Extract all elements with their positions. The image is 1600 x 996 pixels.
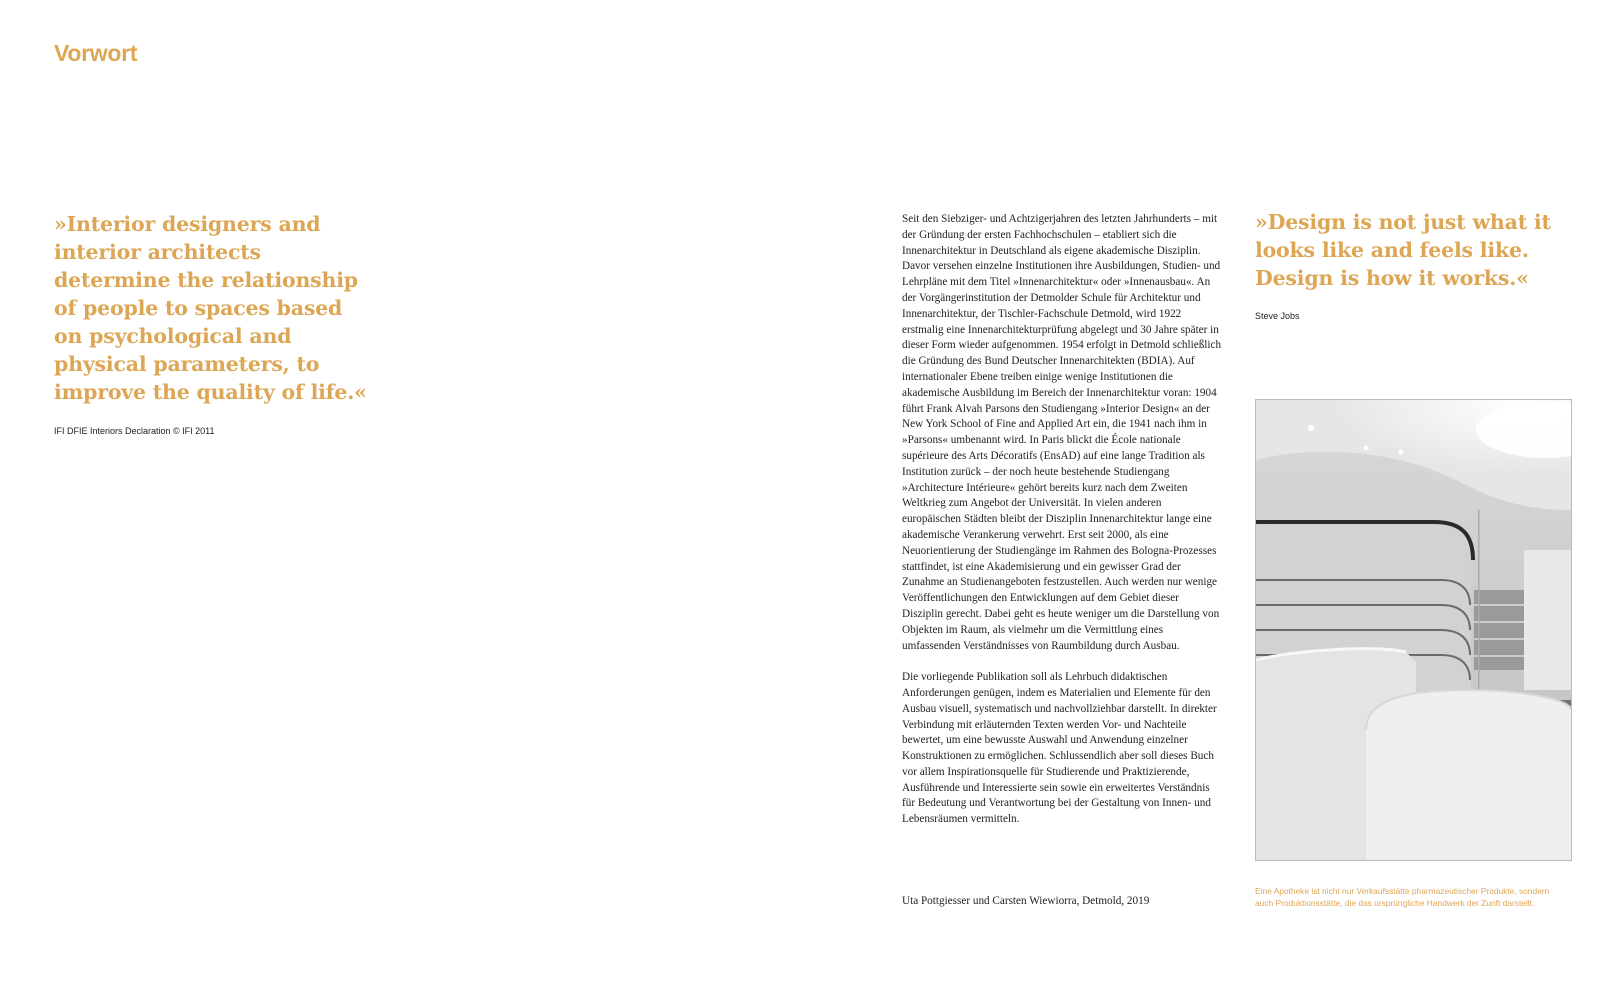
body-text-column <box>902 212 1222 844</box>
pull-quote-left: »Interior designers and interior architects determine the relationship of people to spaces based on psychological and physical parameters, to improve the quality of life.« <box>54 212 367 404</box>
body-paragraph: Seit den Siebziger- und Achtzigerjahren des letzten Jahrhunderts – mit der Gründung der ersten Fachhochschulen – etabliert sich die Innenarchitektur in Deutschland als eigene akademische Disziplin. Davor versehen einzelne Institutionen ihre Ausbildungen, Studien- und Lehrpläne mit dem Titel »Innenarchitektur« oder »Innenausbau«. An der Vorgängerinstitution der Detmolder Schule für Architektur und Innenarchitektur, der Tischler-Fachschule Detmold, wird 1922 erstmalig eine Innenarchitekturprüfung abgelegt und 30 Jahre später in dieser Form wieder aufgenommen. 1954 erfolgt in Detmold schließlich die Gründung des Bund Deutscher Innenarchitekten (BDIA). Auf internationaler Ebene treiben einige wenige Institutionen die akademische Ausbildung im Bereich der Innenarchitektur voran: 1904 führt Frank Alvah Parsons den Studiengang »Interior Design« an der New York School of Fine and Applied Art ein, die 1941 nach ihm in »Parsons« umbenannt wird. In Paris blickt die École nationale supérieure des Arts Décoratifs (EnsAD) auf eine lange Tradition als Institution zurück – der noch heute bestehende Studiengang »Architecture Intérieure« gehört bereits kurz nach dem Zweiten Weltkrieg zum Angebot der Universität. In vielen anderen europäischen Städten bleibt der Disziplin Innenarchitektur lange eine akademische Verankerung verwehrt. Erst seit 2000, als eine Neuorientierung der Studiengänge im Rahmen des Bologna-Prozesses stattfindet, ist eine Akademisierung und ein gewisser Grad der Zunahme an Studienangeboten festzustellen. Auch werden nur wenige Veröffentlichungen den Entwicklungen auf dem Gebiet dieser Disziplin gerecht. Dabei geht es heute weniger um die Darstellung von Objekten im Raum, als vielmehr um die Vermittlung eines umfassenden Verständnisses von Raumbildung durch Ausbau. <box>902 213 1222 652</box>
quote-credit-right: Steve Jobs <box>1255 311 1300 321</box>
body-paragraph: Die vorliegende Publikation soll als Lehrbuch didaktischen Anforderungen genügen, indem es Materialien und Elemente für den Ausbau visuell, systematisch und nachvollziehbar darstellt. In direkter Verbindung mit erläuternden Texten werden Vor- und Nachteile bewertet, um eine bewusste Auswahl und Anwendung einzelner Konstruktionen zu ermöglichen. Schlussendlich aber soll dieses Buch vor allem Inspirationsquelle für Studierende und Praktizierende, Ausführende und Interessierte sein sowie ein erweitertes Verständnis für Bedeutung und Verantwortung bei der Gestaltung von Innen- und Lebensräumen vermitteln. <box>902 671 1217 826</box>
photo-caption: Eine Apotheke ist nicht nur Verkaufsstätte pharmazeutischer Produkte, sondern auch Produktionsstätte, die das ursprüngliche Handwerk der Zunft darstellt. <box>1255 886 1550 908</box>
author-signature: Uta Pottgiesser und Carsten Wiewiorra, Detmold, 2019 <box>902 895 1150 907</box>
page-heading: Vorwort <box>54 40 138 66</box>
quote-credit-left: IFI DFIE Interiors Declaration © IFI 2011 <box>54 426 215 436</box>
photo-illustration <box>1256 400 1571 860</box>
pull-quote-right: »Design is not just what it looks like and feels like. Design is how it works.« <box>1255 210 1551 290</box>
pharmacy-interior-photo <box>1255 399 1572 861</box>
